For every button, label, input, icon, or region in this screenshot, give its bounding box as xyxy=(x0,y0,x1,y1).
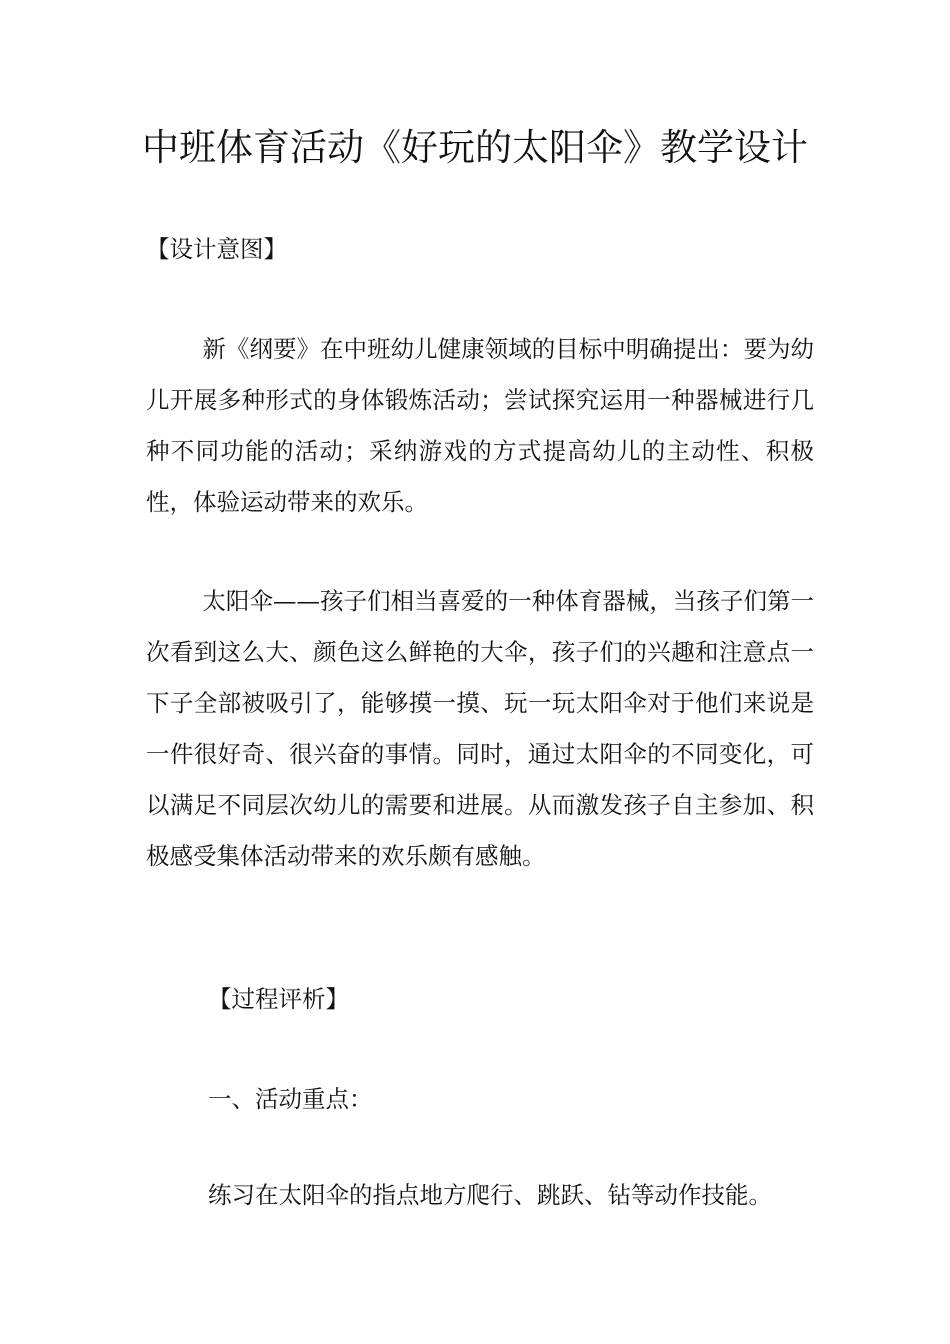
subheading-key-points: 一、活动重点： xyxy=(208,1085,373,1113)
paragraph-key-points-content: 练习在太阳伞的指点地方爬行、跳跃、钻等动作技能。 xyxy=(208,1181,772,1209)
document-title: 中班体育活动《好玩的太阳伞》教学设计 xyxy=(142,126,808,169)
paragraph-outline-goals: 新《纲要》在中班幼儿健康领域的目标中明确提出：要为幼儿开展多种形式的身体锻炼活动；尝试探究运用一种器械进行几种不同功能的活动；采纳游戏的方式提高幼儿的主动性、积极性，体验运动带来的欢乐。 xyxy=(146,335,814,516)
section-heading-process-analysis: 【过程评析】 xyxy=(208,985,349,1013)
paragraph-sun-umbrella: 太阳伞——孩子们相当喜爱的一种体育器械，当孩子们第一次看到这么大、颜色这么鲜艳的大伞，孩子们的兴趣和注意点一下子全部被吸引了，能够摸一摸、玩一玩太阳伞对于他们来说是一件很好奇、很兴奋的事情。同时，通过太阳伞的不同变化，可以满足不同层次幼儿的需要和进展。从而激发孩子自主参加、积极感受集体活动带来的欢乐颇有感触。 xyxy=(146,587,814,870)
section-heading-design-intent: 【设计意图】 xyxy=(146,235,287,263)
